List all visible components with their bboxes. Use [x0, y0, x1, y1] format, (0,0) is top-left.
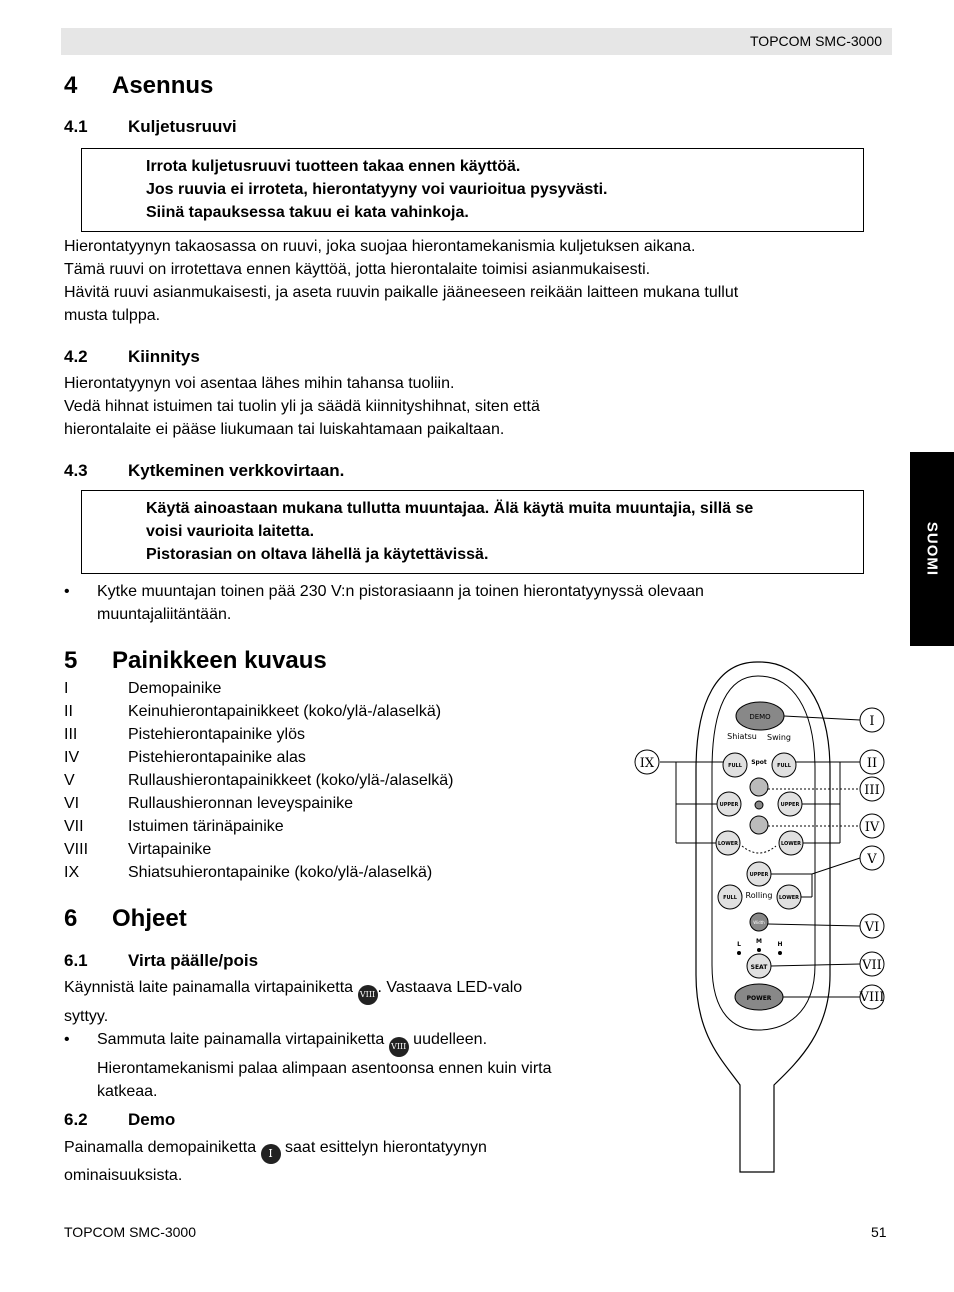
bullet-4-3: [64, 580, 844, 626]
item-number: I: [64, 680, 69, 697]
subsection-number: 6.1: [64, 951, 88, 970]
header-title: TOPCOM SMC-3000: [750, 33, 882, 49]
level-h-label: H: [777, 941, 783, 948]
width-label: Width: [753, 920, 765, 925]
paragraph-line: Vedä hihnat istuimen tai tuolin yli ja säädä kiinnityshihnat, siten että: [64, 398, 540, 415]
list-item: [64, 723, 454, 746]
paragraph-line: musta tulppa.: [64, 307, 161, 324]
power-button-label: POWER: [746, 995, 772, 1002]
swing-label: Swing: [767, 733, 791, 742]
item-text: Pistehierontapainike ylös: [128, 726, 305, 743]
section-title: Painikkeen kuvaus: [112, 647, 327, 674]
subsection-4-1-heading: [64, 117, 237, 137]
paragraph-line: [64, 976, 624, 1005]
button-description-list: [64, 677, 454, 884]
page-header: [61, 28, 892, 55]
text-span: Sammuta laite painamalla virtapainiketta: [97, 1031, 385, 1048]
paragraph-line: hierontalaite ei pääse liukumaan tai luiskahtamaan paikaltaan.: [64, 421, 505, 438]
paragraph-line: Hierontatyynyn takaosassa on ruuvi, joka suojaa hierontamekanismia kuljetuksen aikana.: [64, 238, 696, 255]
swing-lower-label: LOWER: [780, 841, 802, 847]
text-span: saat esittelyn hierontatyynyn: [280, 1139, 487, 1156]
led-l: [737, 951, 741, 955]
led-h: [778, 951, 782, 955]
warning-box-adapter: [81, 490, 864, 574]
text-span: . Vastaava LED-valo: [377, 979, 523, 996]
rolling-upper-label: UPPER: [749, 872, 769, 878]
item-number: IV: [64, 749, 80, 766]
section-5-heading: [64, 647, 327, 675]
callout-iii-label: III: [864, 783, 880, 798]
item-text: Istuimen tärinäpainike: [128, 818, 284, 835]
item-number: II: [64, 703, 73, 720]
subsection-title: Demo: [128, 1110, 176, 1129]
warning-line: Siinä tapauksessa takuu ei kata vahinkoja.: [146, 204, 469, 221]
warning-line: voisi vaurioita laitetta.: [146, 523, 315, 540]
item-text: Pistehierontapainike alas: [128, 749, 306, 766]
callout-iv-label: IV: [864, 820, 880, 835]
spot-up-button: [750, 778, 768, 796]
list-item: [64, 700, 454, 723]
list-item: [64, 677, 454, 700]
text-span: uudelleen.: [408, 1031, 488, 1048]
list-item: [64, 815, 454, 838]
spot-indicator: [755, 801, 763, 809]
item-text: Keinuhierontapainikkeet (koko/ylä-/alaselkä): [128, 703, 442, 720]
callout-ix-label: IX: [639, 756, 655, 771]
seat-button-label: SEAT: [750, 964, 768, 971]
bullet-line: Kytke muuntajan toinen pää 230 V:n pistorasiaann ja toinen hierontatyynyssä olevaan: [97, 583, 704, 600]
warning-line: Käytä ainoastaan mukana tullutta muuntajaa. Älä käytä muita muuntajia, sillä se: [146, 500, 754, 517]
list-item: [64, 769, 454, 792]
paragraph-line: [64, 1136, 624, 1164]
subsection-number: 4.1: [64, 117, 88, 136]
list-item: [64, 838, 454, 861]
bullet-line: katkeaa.: [97, 1083, 158, 1100]
rolling-full-label: FULL: [723, 895, 737, 901]
item-text: Virtapainike: [128, 841, 212, 858]
paragraph-line: Tämä ruuvi on irrotettava ennen käyttöä, jotta hierontalaite toimisi asianmukaisesti.: [64, 261, 651, 278]
callout-i-label: I: [869, 714, 875, 729]
swing-full-label: FULL: [777, 763, 791, 769]
warning-line: Irrota kuljetusruuvi tuotteen takaa ennen käyttöä.: [146, 158, 521, 175]
list-item: [64, 792, 454, 815]
list-item: [64, 746, 454, 769]
subsection-title: Kiinnitys: [128, 347, 200, 366]
subsection-6-1-heading: [64, 951, 258, 971]
paragraph-line: Hävitä ruuvi asianmukaisesti, ja aseta ruuvin paikalle jääneeseen reikään laitteen mukana tullut: [64, 284, 739, 301]
led-m: [757, 948, 761, 952]
callout-ii-label: II: [866, 756, 878, 771]
subsection-4-3-heading: [64, 461, 344, 481]
paragraph-line: Hierontatyynyn voi asentaa lähes mihin tahansa tuoliin.: [64, 375, 455, 392]
shiatsu-upper-label: UPPER: [719, 802, 739, 808]
shiatsu-label: Shiatsu: [727, 732, 757, 741]
demo-button-label: DEMO: [749, 713, 771, 721]
warning-line: Pistorasian on oltava lähellä ja käytettävissä.: [146, 546, 489, 563]
section-number: 4: [64, 72, 78, 99]
item-text: Demopainike: [128, 680, 222, 697]
subsection-title: Kytkeminen verkkovirtaan.: [128, 461, 345, 480]
list-item: [64, 861, 454, 884]
subsection-6-2-heading: [64, 1110, 175, 1130]
subsection-title: Kuljetusruuvi: [128, 117, 237, 136]
section-title: Asennus: [112, 72, 214, 99]
item-number: VII: [64, 818, 84, 835]
power-button-icon: VIII: [358, 985, 378, 1005]
section-6-heading: [64, 905, 187, 933]
section-number: 6: [64, 905, 78, 932]
power-button-icon: VIII: [389, 1037, 409, 1057]
remote-control-illustration: [630, 655, 895, 1175]
section-4-heading: [64, 72, 213, 100]
subsection-number: 4.3: [64, 461, 88, 480]
language-tab: [910, 452, 954, 646]
callout-vii-label: VII: [862, 958, 882, 973]
bullet-marker: •: [64, 583, 70, 600]
level-m-label: M: [756, 938, 762, 945]
item-number: IX: [64, 864, 80, 881]
page-number: 51: [871, 1224, 887, 1240]
paragraph-line: ominaisuuksista.: [64, 1167, 183, 1184]
subsection-title: Virta päälle/pois: [128, 951, 259, 970]
paragraph-6-2: [64, 1136, 624, 1187]
rolling-lower-label: LOWER: [778, 895, 800, 901]
item-number: VIII: [64, 841, 89, 858]
shiatsu-full-label: FULL: [728, 763, 742, 769]
level-l-label: L: [737, 941, 741, 948]
spot-label: Spot: [751, 759, 767, 766]
text-span: Painamalla demopainiketta: [64, 1139, 257, 1156]
warning-box-transport-screw: [81, 148, 864, 232]
section-title: Ohjeet: [112, 905, 187, 932]
bullet-line: Hierontamekanismi palaa alimpaan asentoonsa ennen kuin virta: [97, 1060, 552, 1077]
shiatsu-lower-label: LOWER: [717, 841, 739, 847]
warning-line: Jos ruuvia ei irroteta, hierontatyyny voi vaurioitua pysyvästi.: [146, 181, 608, 198]
language-tab-label: SUOMI: [923, 521, 941, 577]
callout-vi-label: VI: [864, 920, 880, 935]
paragraph-4-2: [64, 372, 540, 441]
text-span: Käynnistä laite painamalla virtapainiketta: [64, 979, 354, 996]
callout-v-label: V: [867, 852, 877, 867]
item-text: Rullaushieronnan leveyspainike: [128, 795, 354, 812]
item-number: V: [64, 772, 75, 789]
spot-down-button: [750, 816, 768, 834]
item-number: VI: [64, 795, 80, 812]
paragraph-line: syttyy.: [64, 1008, 109, 1025]
subsection-4-2-heading: [64, 347, 200, 367]
swing-upper-label: UPPER: [780, 802, 800, 808]
paragraph-4-1: [64, 235, 738, 327]
bullet-6-1: [64, 1028, 624, 1103]
item-number: III: [64, 726, 78, 743]
rolling-label: Rolling: [745, 891, 773, 900]
demo-button-icon: I: [261, 1144, 281, 1164]
footer-product: TOPCOM SMC-3000: [64, 1224, 196, 1240]
section-number: 5: [64, 647, 78, 674]
item-text: Shiatsuhierontapainike (koko/ylä-/alaselkä): [128, 864, 433, 881]
callout-viii-label: VIII: [859, 990, 885, 1005]
item-text: Rullaushierontapainikkeet (koko/ylä-/alaselkä): [128, 772, 454, 789]
paragraph-6-1: [64, 976, 624, 1103]
bullet-marker: •: [64, 1031, 70, 1048]
subsection-number: 6.2: [64, 1110, 88, 1129]
bullet-line: muuntajaliitäntään.: [97, 606, 232, 623]
subsection-number: 4.2: [64, 347, 88, 366]
bullet-line: [97, 1028, 624, 1057]
